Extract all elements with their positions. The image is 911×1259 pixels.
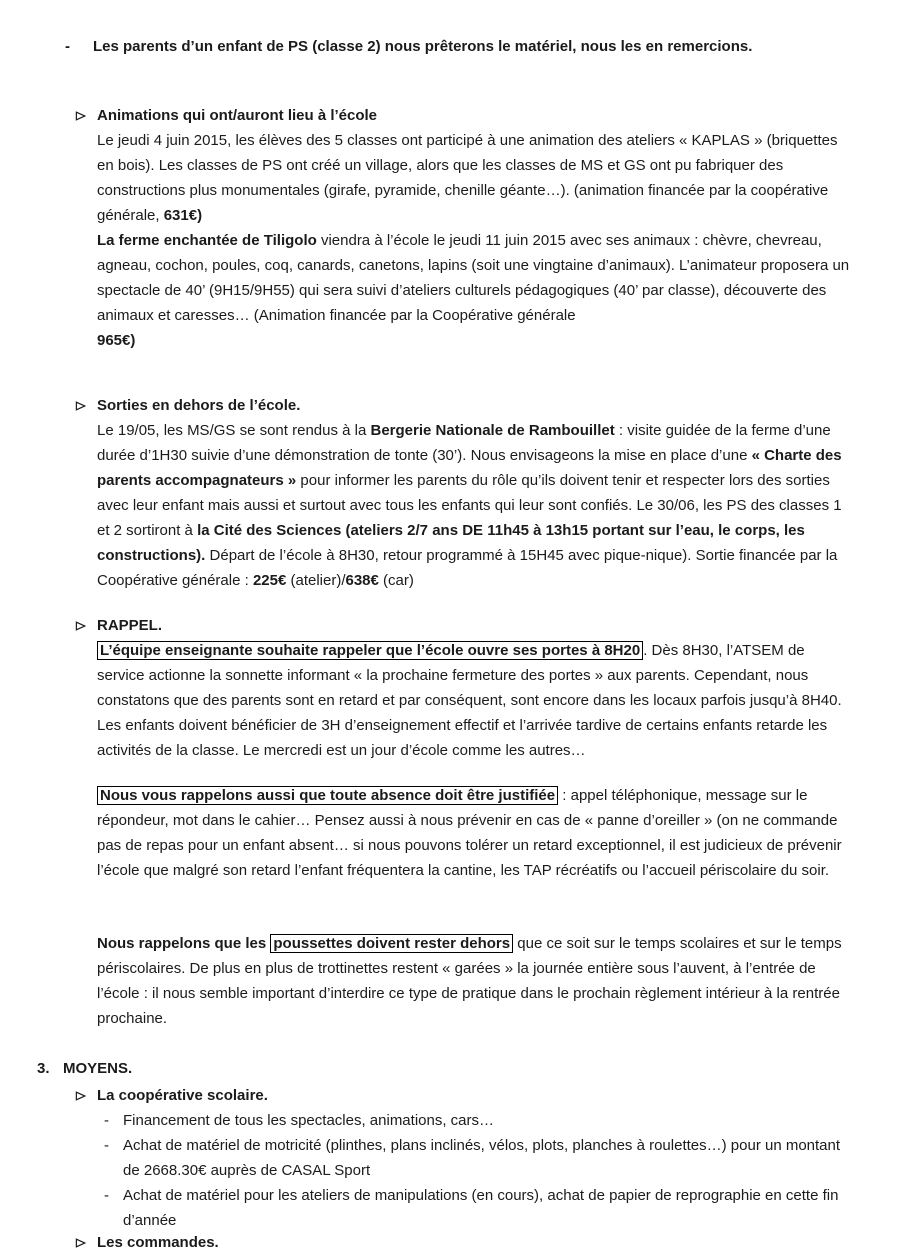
rappel-paragraph-2 — [97, 783, 855, 883]
arrow-bullet-icon — [75, 393, 97, 418]
arrow-bullet-icon — [75, 103, 97, 128]
list-item — [104, 1133, 849, 1183]
sorties-run-11: (car) — [378, 572, 414, 589]
dash-bullet: - — [104, 1187, 109, 1204]
moyens-number: 3. — [37, 1060, 50, 1077]
commandes-heading — [75, 1230, 865, 1255]
commandes-heading-text: Les commandes. — [97, 1234, 219, 1251]
sorties-paragraph — [97, 418, 855, 593]
sorties-heading-text: Sorties en dehors de l’école. — [97, 397, 301, 414]
moyens-title-text: MOYENS. — [63, 1060, 133, 1077]
animations-run-1: Le jeudi 4 juin 2015, les élèves des 5 classes ont participé à une animation des ateliers « KAPLAS » (briquettes en bois). Les classes de PS ont créé un village, alors que les classes de MS et GS ont pu fabriquer des constructions plus monumentales (girafe, pyramide, chenille géante…). (animation financée par la coopérative générale, — [97, 132, 838, 224]
sorties-run-3: : visite guidée de la ferme d’une durée d’1H30 suivie d’une démonstration de tonte (30’). Nous envisageons la mise en place d’une — [97, 422, 831, 464]
intro-text: Les parents d’un enfant de PS (classe 2) nous prêterons le matériel, nous les en remercions. — [93, 38, 753, 55]
sorties-run-5: pour informer les parents du rôle qu’ils doivent tenir et respecter lors des sorties avec leur enfant mais aussi et surtout avec tous les enfants qui leur sont confiés. Le 30/06, les PS des classes 1 et 2 sortiront à — [97, 472, 842, 539]
arrow-bullet-icon — [75, 1083, 97, 1108]
list-item-text: Financement de tous les spectacles, animations, cars… — [123, 1112, 495, 1129]
rappel-heading — [75, 613, 865, 638]
cooperative-heading-text: La coopérative scolaire. — [97, 1087, 268, 1104]
sorties-amount-car: 638€ — [345, 572, 379, 589]
sorties-run-1: Le 19/05, les MS/GS se sont rendus à la — [97, 422, 371, 439]
intro-item — [65, 34, 855, 59]
arrow-bullet-icon — [75, 613, 97, 638]
list-item — [104, 1183, 849, 1233]
animations-heading-text: Animations qui ont/auront lieu à l’école — [97, 107, 378, 124]
rappel-heading-text: RAPPEL. — [97, 617, 163, 634]
rappel-paragraph-1 — [97, 638, 855, 763]
list-item-text: Achat de matériel pour les ateliers de manipulations (en cours), achat de papier de reprographie en cette fin d’année — [123, 1187, 839, 1229]
animations-amount-1: 631€) — [163, 207, 203, 224]
rappel-run-1: . Dès 8H30, l’ATSEM de service actionne la sonnette informant « la prochaine fermeture des portes » aux parents. Cependant, nous constatons que des parents sont en retard et par conséquent, sont encore dans les locaux parfois jusqu’à 8H40. Les enfants doivent bénéficier de 3H d’enseignement effectif et l’arrivée tardive de certains enfants retarde les activités de la classe. Le mercredi est un jour d’école comme les autres… — [97, 642, 842, 759]
arrow-bullet-icon — [75, 1230, 97, 1255]
rappel-paragraph-3 — [97, 931, 855, 1031]
animations-paragraph — [97, 128, 855, 353]
cooperative-heading — [75, 1083, 865, 1108]
sorties-run-6: la Cité des Sciences (ateliers 2/7 ans DE 11h45 à 13h15 portant sur l’eau, le corps, les constructions). — [97, 522, 805, 564]
sorties-run-4: « Charte des parents accompagnateurs » — [97, 447, 842, 489]
dash-bullet: - — [65, 38, 70, 55]
sorties-run-7: Départ de l’école à 8H30, retour programmé à 15H45 avec pique-nique). Sortie financée par la Coopérative générale : — [97, 547, 838, 589]
rappel-run-2: : appel téléphonique, message sur le répondeur, mot dans le cahier… Pensez aussi à nous prévenir en cas de « panne d’oreiller » (on ne commande pas de repas pour un enfant absent… si nous pouvons tolérer un retard exceptionnel, il est judicieux de prévenir l’école que malgré son retard l’enfant fréquentera la cantine, les TAP récréatifs ou l’accueil périscolaire du soir. — [97, 787, 842, 879]
animations-heading — [75, 103, 865, 128]
sorties-run-2: Bergerie Nationale de Rambouillet — [370, 422, 615, 439]
sorties-heading — [75, 393, 865, 418]
list-item — [104, 1108, 849, 1133]
sorties-run-9: (atelier)/ — [286, 572, 346, 589]
list-item-text: Achat de matériel de motricité (plinthes, plans inclinés, vélos, plots, planches à roulettes…) pour un montant de 2668.30€ auprès de CASAL Sport — [123, 1137, 841, 1179]
rappel-boxed-opening-hours: L’équipe enseignante souhaite rappeler que l’école ouvre ses portes à 8H20 — [97, 641, 643, 660]
animations-run-2: La ferme enchantée de Tiligolo — [97, 232, 321, 249]
rappel-boxed-poussettes: poussettes doivent rester dehors — [270, 934, 513, 953]
dash-bullet: - — [104, 1112, 109, 1129]
rappel-boxed-absence: Nous vous rappelons aussi que toute absence doit être justifiée — [97, 786, 558, 805]
sorties-amount-atelier: 225€ — [252, 572, 287, 589]
cooperative-items — [104, 1108, 849, 1233]
animations-amount-2: 965€) — [97, 332, 136, 349]
dash-bullet: - — [104, 1137, 109, 1154]
rappel-run-3: Nous rappelons que les — [97, 935, 271, 952]
moyens-section-title — [37, 1056, 857, 1081]
rappel-run-4: que ce soit sur le temps scolaires et sur le temps périscolaires. De plus en plus de trottinettes restent « garées » la journée entière sous l’auvent, à l’entrée de l’école : il nous semble important d’interdire ce type de pratique dans le prochain règlement intérieur à la rentrée prochaine. — [97, 935, 842, 1027]
animations-run-3: viendra à l’école le jeudi 11 juin 2015 avec ses animaux : chèvre, chevreau, agneau, cochon, poules, coq, canards, canetons, lapins (soit une vingtaine d’animaux). L’animateur proposera un spectacle de 40’ (9H15/9H55) qui sera suivi d’ateliers culturels pédagogiques (40’ par classe), découverte des animaux et caresses… (Animation financée par la Coopérative générale — [97, 232, 850, 324]
